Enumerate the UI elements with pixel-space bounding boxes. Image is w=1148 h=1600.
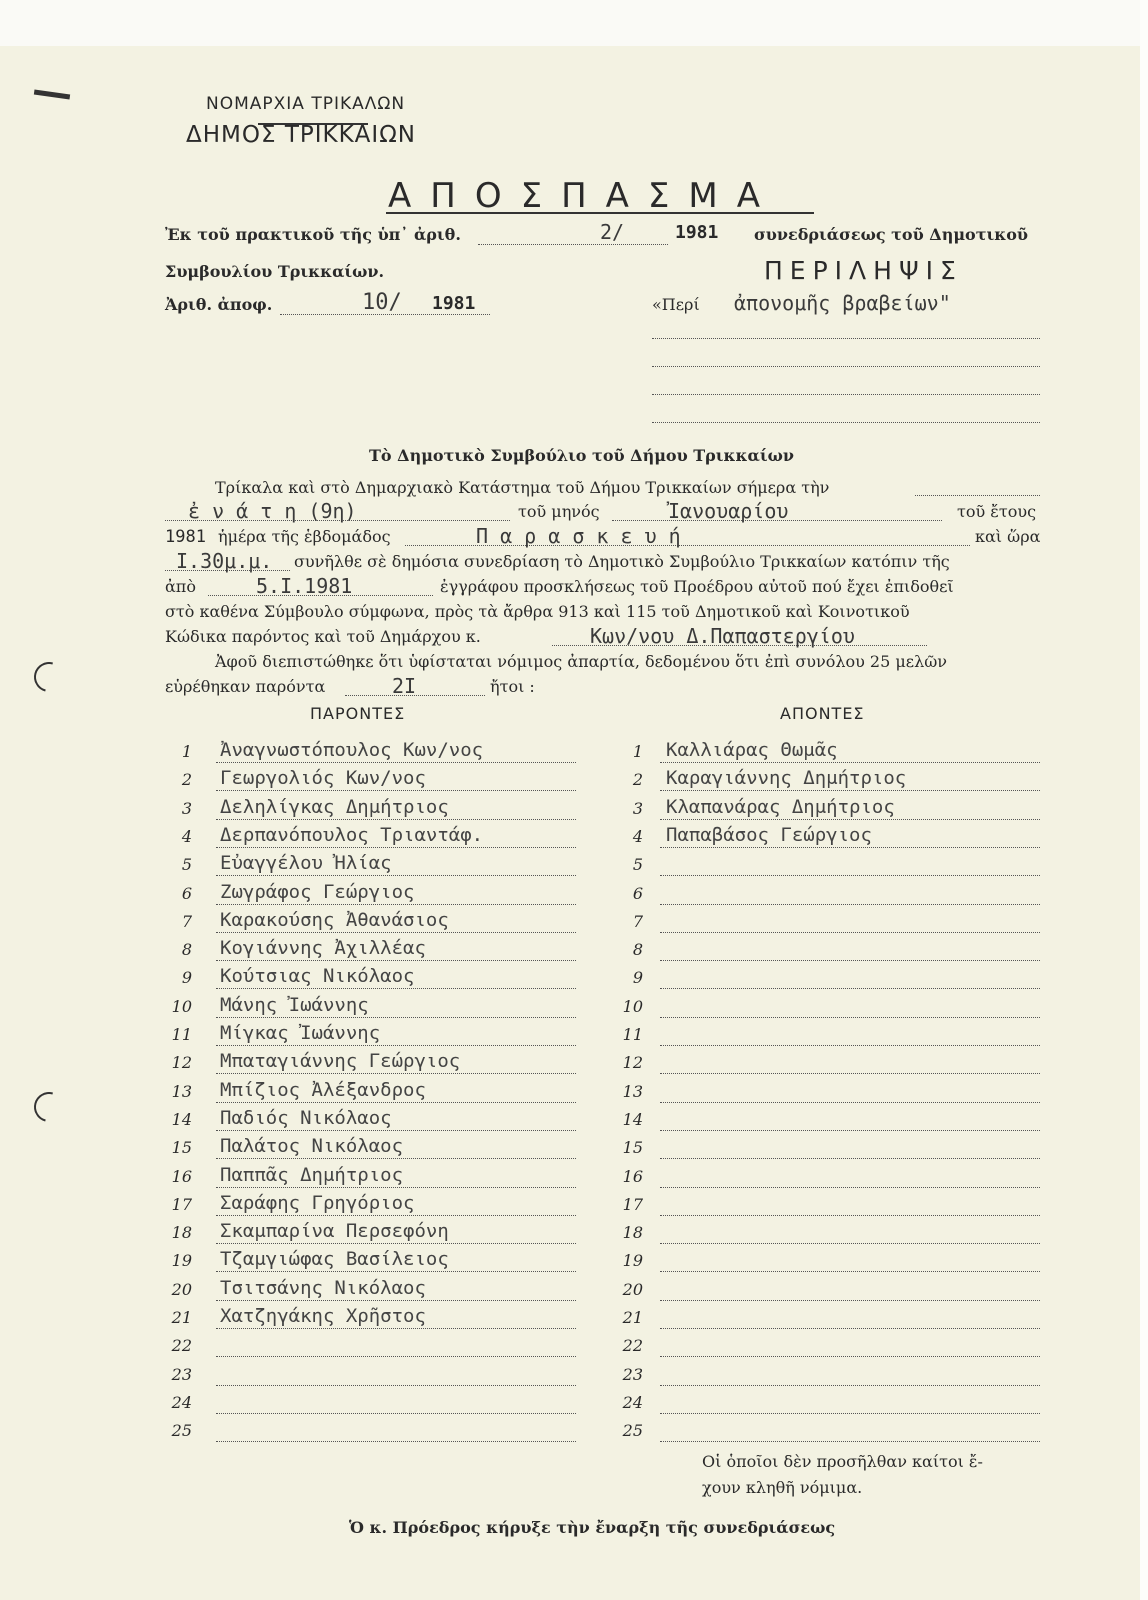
- dotted-line: [660, 790, 1040, 791]
- dotted-line: [216, 1243, 576, 1244]
- dotted-line: [660, 1215, 1040, 1216]
- decision-year: 1981: [432, 293, 476, 314]
- punch-hole: [29, 1087, 70, 1128]
- present-number: 18: [171, 1223, 192, 1242]
- present-number: 9: [181, 968, 192, 987]
- body-line-5: ἐγγράφου προσκλήσεως τοῦ Προέδρου αὐτοῦ πού ἔχει ἐπιδοθεῖ: [440, 577, 954, 596]
- present-member-name: Ἀναγνωστόπουλος Κων/νος: [220, 739, 484, 761]
- present-number: 4: [181, 827, 192, 846]
- present-number: 11: [171, 1025, 192, 1044]
- absent-number: 5: [632, 855, 643, 874]
- dotted-line: [660, 960, 1040, 961]
- invite-date: 5.Ι.1981: [256, 574, 353, 598]
- dotted-line: [216, 1215, 576, 1216]
- dotted-line: [652, 366, 1040, 367]
- dotted-line: [660, 819, 1040, 820]
- absent-number: 19: [622, 1251, 643, 1270]
- dotted-line: [216, 1356, 576, 1357]
- absent-number: 24: [622, 1393, 643, 1412]
- weekday-label: ἡμέρα τῆς ἑβδομάδος: [218, 527, 391, 546]
- dotted-line: [216, 960, 576, 961]
- dotted-line: [216, 1300, 576, 1301]
- body-line-1: Τρίκαλα καὶ στὸ Δημαρχιακὸ Κατάστημα τοῦ Δήμου Τρικκαίων σήμερα τὴν: [215, 478, 830, 497]
- absent-member-name: Καραγιάννης Δημήτριος: [666, 767, 907, 789]
- ink-mark: [34, 90, 70, 100]
- absent-number: 8: [632, 940, 643, 959]
- present-number: 23: [171, 1365, 192, 1384]
- mayor-name: Κων/νου Δ.Παπαστεργίου: [590, 624, 855, 648]
- present-number: 5: [181, 855, 192, 874]
- day-value: ἐ ν ά τ η (9η): [188, 499, 357, 523]
- minutes-label: Ἐκ τοῦ πρακτικοῦ τῆς ὑπ᾽ ἀριθ.: [165, 225, 461, 244]
- absent-number: 16: [622, 1167, 643, 1186]
- absent-number: 2: [632, 770, 643, 789]
- present-member-name: Μπίζιος Ἀλέξανδρος: [220, 1079, 426, 1101]
- absent-number: 23: [622, 1365, 643, 1384]
- absent-number: 12: [622, 1053, 643, 1072]
- present-member-name: Παδιός Νικόλαος: [220, 1107, 392, 1129]
- absent-number: 18: [622, 1223, 643, 1242]
- from-label: ἀπὸ: [165, 577, 196, 596]
- session-label: συνεδριάσεως τοῦ Δημοτικοῦ: [754, 225, 1028, 244]
- absent-number: 6: [632, 884, 643, 903]
- present-member-name: Παππᾶς Δημήτριος: [220, 1164, 404, 1186]
- weekday-value: Π α ρ α σ κ ε υ ή: [476, 524, 681, 548]
- present-count-label: εὑρέθηκαν παρόντα: [165, 677, 326, 696]
- present-number: 24: [171, 1393, 192, 1412]
- present-member-name: Εὐαγγέλου Ἠλίας: [220, 852, 392, 874]
- present-member-name: Κούτσιας Νικόλαος: [220, 965, 415, 987]
- present-number: 17: [171, 1195, 192, 1214]
- hour-label: καὶ ὥρα: [975, 527, 1041, 546]
- present-number: 14: [171, 1110, 192, 1129]
- body-line-6: στὸ καθένα Σύμβουλο σύμφωνα, πρὸς τὰ ἄρθρα 913 καὶ 115 τοῦ Δημοτικοῦ καὶ Κοινοτικοῦ: [165, 602, 910, 621]
- absent-number: 4: [632, 827, 643, 846]
- month-value: Ἰανουαρίου: [668, 499, 789, 523]
- present-count: 2Ι: [392, 674, 417, 698]
- minutes-number: 2/: [600, 220, 625, 244]
- dotted-line: [660, 1187, 1040, 1188]
- absent-member-name: Κλαπανάρας Δημήτριος: [666, 796, 895, 818]
- present-number: 10: [171, 997, 192, 1016]
- council-heading: Τὸ Δημοτικὸ Συμβούλιο τοῦ Δήμου Τρικκαίων: [369, 446, 794, 465]
- punch-hole: [29, 657, 70, 698]
- closing-line: Ὁ κ. Πρόεδρος κήρυξε τὴν ἔναρξη τῆς συνεδριάσεως: [349, 1518, 836, 1537]
- absent-heading: ΑΠΟΝΤΕΣ: [780, 704, 865, 723]
- dotted-line: [216, 1158, 576, 1159]
- present-number: 13: [171, 1082, 192, 1101]
- present-number: 21: [171, 1308, 192, 1327]
- header-rule: [258, 123, 368, 125]
- absent-number: 1: [632, 742, 643, 761]
- dotted-line: [660, 847, 1040, 848]
- body-line-7: Κώδικα παρόντος καὶ τοῦ Δημάρχου κ.: [165, 627, 481, 646]
- dotted-line: [216, 1328, 576, 1329]
- month-label: τοῦ μηνός: [518, 502, 600, 521]
- about-label: «Περί: [652, 295, 700, 314]
- dotted-line: [660, 1356, 1040, 1357]
- absent-number: 21: [622, 1308, 643, 1327]
- dotted-line: [660, 1385, 1040, 1386]
- present-member-name: Καρακούσης Ἀθανάσιος: [220, 909, 449, 931]
- scan-border: [0, 0, 1148, 46]
- present-member-name: Ζωγράφος Γεώργιος: [220, 881, 415, 903]
- dotted-line: [660, 1130, 1040, 1131]
- dotted-line: [216, 1102, 576, 1103]
- present-number: 7: [181, 912, 192, 931]
- absent-number: 17: [622, 1195, 643, 1214]
- present-member-name: Τζαμγιώφας Βασίλειος: [220, 1248, 449, 1270]
- about-value: ἀπονομῆς βραβείων": [734, 291, 951, 315]
- absent-number: 15: [622, 1138, 643, 1157]
- present-number: 12: [171, 1053, 192, 1072]
- present-member-name: Σκαμπαρίνα Περσεφόνη: [220, 1220, 449, 1242]
- dotted-line: [216, 1045, 576, 1046]
- present-member-name: Παλάτος Νικόλαος: [220, 1135, 404, 1157]
- present-member-name: Σαράφης Γρηγόριος: [220, 1192, 415, 1214]
- absent-member-name: Καλλιάρας Θωμᾶς: [666, 739, 838, 761]
- council-label: Συμβουλίου Τρικκαίων.: [165, 262, 385, 281]
- present-number: 6: [181, 884, 192, 903]
- dotted-line: [216, 1017, 576, 1018]
- present-member-name: Μάνης Ἰωάννης: [220, 994, 369, 1016]
- present-number: 20: [171, 1280, 192, 1299]
- dotted-line: [660, 875, 1040, 876]
- present-member-name: Μίγκας Ἰωάννης: [220, 1022, 381, 1044]
- dotted-line: [660, 1271, 1040, 1272]
- decision-label: Ἀριθ. ἀποφ.: [165, 295, 273, 314]
- title-underline: [386, 212, 814, 214]
- present-member-name: Τσιτσάνης Νικόλαος: [220, 1277, 426, 1299]
- absent-number: 11: [622, 1025, 643, 1044]
- present-member-name: Μπαταγιάννης Γεώργιος: [220, 1050, 461, 1072]
- dotted-line: [216, 1073, 576, 1074]
- prefecture-name: ΝΟΜΑΡΧΙΑ ΤΡΙΚΑΛΩΝ: [206, 94, 406, 114]
- dotted-line: [216, 875, 576, 876]
- present-heading: ΠΑΡΟΝΤΕΣ: [310, 704, 406, 723]
- absent-number: 10: [622, 997, 643, 1016]
- dotted-line: [216, 790, 576, 791]
- present-number: 3: [181, 799, 192, 818]
- present-number: 1: [181, 742, 192, 761]
- summary-label: ΠΕΡΙΛΗΨΙΣ: [764, 256, 963, 285]
- absent-number: 20: [622, 1280, 643, 1299]
- dotted-line: [660, 1441, 1040, 1442]
- dotted-line: [216, 1385, 576, 1386]
- dotted-line: [216, 1187, 576, 1188]
- dotted-line: [915, 495, 1040, 496]
- dotted-line: [660, 932, 1040, 933]
- present-number: 16: [171, 1167, 192, 1186]
- dotted-line: [216, 1130, 576, 1131]
- body-line-4: συνῆλθε σὲ δημόσια συνεδρίαση τὸ Δημοτικὸ Συμβούλιο Τρικκαίων κατόπιν τῆς: [294, 552, 950, 571]
- absent-note-1: Οἱ ὁποῖοι δὲν προσῆλθαν καίτοι ἔ-: [702, 1452, 983, 1471]
- decision-number: 10/: [362, 290, 402, 315]
- absent-number: 22: [622, 1336, 643, 1355]
- present-member-name: Χατζηγάκης Χρῆστος: [220, 1305, 426, 1327]
- scan-border-right: [1140, 0, 1148, 1600]
- dotted-line: [660, 1413, 1040, 1414]
- absent-number: 25: [622, 1421, 643, 1440]
- page-title: ΑΠΟΣΠΑΣΜΑ: [388, 176, 779, 216]
- absent-note-2: χουν κληθῆ νόμιμα.: [702, 1478, 863, 1497]
- present-number: 8: [181, 940, 192, 959]
- absent-number: 3: [632, 799, 643, 818]
- present-member-name: Δεληλίγκας Δημήτριος: [220, 796, 449, 818]
- dotted-line: [216, 1413, 576, 1414]
- municipality-name: ΔΗΜΟΣ ΤΡΙΚΚΑΙΩΝ: [186, 122, 416, 148]
- present-number: 22: [171, 1336, 192, 1355]
- dotted-line: [660, 1102, 1040, 1103]
- dotted-line: [652, 422, 1040, 423]
- dotted-line: [660, 904, 1040, 905]
- dotted-line: [652, 338, 1040, 339]
- dotted-line: [216, 1271, 576, 1272]
- dotted-line: [652, 394, 1040, 395]
- present-number: 2: [181, 770, 192, 789]
- year-value: 1981: [165, 527, 206, 547]
- dotted-line: [216, 904, 576, 905]
- dotted-line: [660, 1017, 1040, 1018]
- namely-label: ἤτοι :: [490, 677, 535, 696]
- absent-number: 13: [622, 1082, 643, 1101]
- dotted-line: [660, 1158, 1040, 1159]
- dotted-line: [216, 988, 576, 989]
- present-member-name: Γεωργολιός Κων/νος: [220, 767, 426, 789]
- absent-number: 14: [622, 1110, 643, 1129]
- absent-number: 9: [632, 968, 643, 987]
- body-line-8: Ἀφοῦ διεπιστώθηκε ὅτι ὑφίσταται νόμιμος ἀπαρτία, δεδομένου ὅτι ἐπὶ συνόλου 25 μελῶν: [215, 652, 947, 671]
- dotted-line: [660, 1328, 1040, 1329]
- present-member-name: Κογιάννης Ἀχιλλέας: [220, 937, 426, 959]
- dotted-line: [216, 1441, 576, 1442]
- dotted-line: [216, 847, 576, 848]
- absent-number: 7: [632, 912, 643, 931]
- dotted-line: [216, 932, 576, 933]
- present-number: 25: [171, 1421, 192, 1440]
- dotted-line: [216, 819, 576, 820]
- dotted-line: [660, 1045, 1040, 1046]
- absent-member-name: Παπαβάσος Γεώργιος: [666, 824, 872, 846]
- dotted-line: [660, 762, 1040, 763]
- dotted-line: [216, 762, 576, 763]
- present-number: 19: [171, 1251, 192, 1270]
- dotted-line: [660, 1243, 1040, 1244]
- dotted-line: [660, 988, 1040, 989]
- present-number: 15: [171, 1138, 192, 1157]
- year-label: τοῦ ἔτους: [957, 502, 1037, 521]
- dotted-line: [478, 244, 668, 245]
- minutes-year: 1981: [675, 222, 719, 243]
- dotted-line: [660, 1300, 1040, 1301]
- dotted-line: [660, 1073, 1040, 1074]
- present-member-name: Δερπανόπουλος Τριαντάφ.: [220, 824, 484, 846]
- time-value: Ι.30μ.μ.: [176, 549, 273, 573]
